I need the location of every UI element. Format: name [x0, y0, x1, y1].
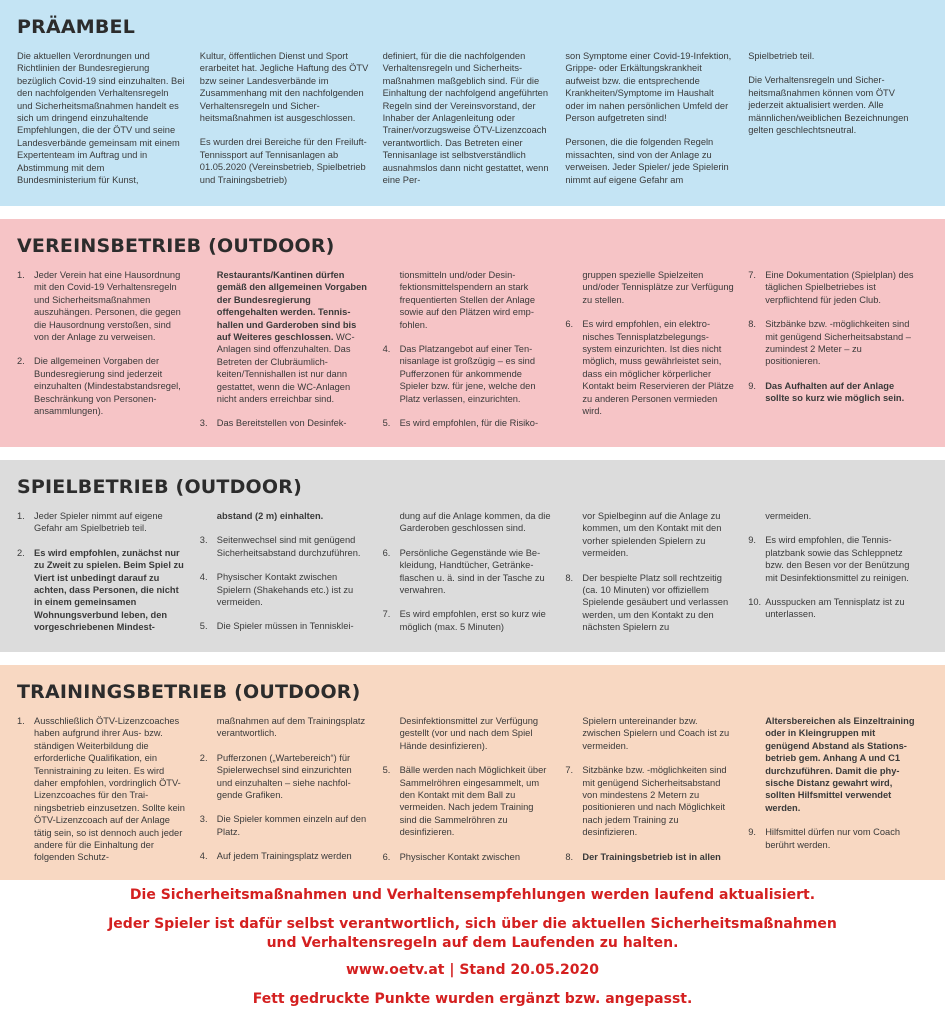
rule-item: [200, 534, 369, 559]
rule-text: Der bespielte Platz soll rechtzeitig (ca. 10 Minuten) vor offiziellem Spielende gesäubert und verlassen werden, um den Kontakt zu den nächsten Spielern zu: [582, 572, 729, 633]
rule-text: Ausspucken am Tennisplatz ist zu unterlassen.: [765, 597, 905, 620]
rule-text: Spielern untereinander bzw. zwischen Spielern und Coach ist zu vermeiden.: [582, 716, 730, 751]
rule-item: [200, 850, 369, 862]
rule-item: [383, 764, 552, 838]
text-column: [17, 715, 200, 876]
rule-item: [565, 269, 734, 306]
rule-text: vermeiden.: [765, 511, 812, 521]
rule-text: Hilfsmittel dürfen nur vom Coach berührt werden.: [765, 827, 901, 850]
text-column: [748, 715, 931, 876]
rule-item: [748, 269, 917, 306]
paragraph: son Symptome einer Covid-19-Infektion, Grippe- oder Erkältungskrankheit aufweist bzw. die entsprechende Krankheiten/Symptome im Haushalt oder im nahen persönlichen Umfeld der Person aufgetreten sind!: [565, 51, 732, 124]
text-column: [383, 715, 566, 876]
rule-number: 2.: [17, 547, 25, 558]
rule-number: 2.: [17, 356, 25, 367]
rule-item: [565, 851, 734, 863]
rule-text: Es wird empfohlen, ein elektronisches Tennisplatzbelegungssystem einzurichten. Ist dies nicht möglich, muss gewährleistet sein, dass ein möglicher körperlicher Kontakt beim Reservieren der Plätze zu anderen Personen vermieden wird.: [582, 319, 734, 417]
rule-number: 4.: [382, 344, 391, 355]
rule-text: WC-Anlagen sind offenzuhalten. Das Betreten der Clubräumlichkeiten/Tennishallen ist nur dann gestattet, wenn die WC-Anlagen nicht anders erreichbar sind.: [216, 332, 355, 405]
rule-text: Die allgemeinen Vorgaben der Bundesregierung sind jederzeit einzuhalten (Mindestabstandsregel, Beschränkung von Personenansammlungen).: [34, 356, 181, 417]
rule-list: [565, 510, 734, 634]
rule-bold-text: Restaurants/Kantinen dürfen gemäß den allgemeinen Vorgaben der Bundesregierung offengehalten werden. Tennishallen und Garderoben sind bis auf Weiteres geschlossen.: [216, 270, 367, 343]
footer-responsibility-notice: [0, 915, 945, 953]
rule-bold-text: Der Trainingsbetrieb ist in allen: [582, 851, 721, 862]
text-column: [17, 269, 200, 442]
text-column: [383, 269, 566, 442]
rule-item: [748, 380, 917, 405]
rule-text: Seitenwechsel sind mit genügend Sicherheitsabstand durchzuführen.: [216, 535, 361, 558]
rule-list: [200, 715, 369, 863]
rule-item: [17, 510, 186, 535]
text-column: [200, 715, 383, 876]
rule-item: [748, 826, 917, 851]
rule-number: 8.: [748, 319, 756, 330]
rule-item: [383, 547, 552, 597]
rule-list: [383, 269, 552, 429]
rule-number: 7.: [748, 270, 756, 280]
rule-text: Eine Dokumentation (Spielplan) des täglichen Spielbetriebes ist verpflichtend für jeden Club.: [765, 270, 914, 305]
rule-item: [383, 343, 552, 405]
rule-item: [200, 269, 369, 405]
rule-item: [200, 620, 369, 632]
rule-number: 3.: [199, 535, 208, 546]
rule-list: [748, 715, 917, 851]
paragraph: Es wurden drei Bereiche für den Freiluft-Tennissport auf Tennisanlagen ab 01.05.2020 (Vereinsbetrieb, Spielbetrieb und Trainingsbetrieb): [199, 137, 367, 185]
rule-number: 2.: [199, 752, 208, 763]
trainingsbetrieb-section: [0, 665, 945, 880]
rule-number: 4.: [199, 572, 208, 583]
paragraph: Spielbetrieb teil.: [748, 51, 815, 61]
rule-item: [383, 851, 552, 863]
paragraph: Die Verhaltensregeln und Sicherheitsmaßnahmen können vom ÖTV jederzeit aktualisiert werden. Alle männlichen/weiblichen Bezeichnungen gelten geschlechtsneutral.: [748, 75, 909, 136]
rule-text: dung auf die Anlage kommen, da die Garderoben geschlossen sind.: [399, 511, 551, 534]
spielbetrieb-heading: SPIELBETRIEB (OUTDOOR): [17, 476, 302, 498]
rule-number: 3.: [199, 814, 208, 825]
text-column: [748, 50, 931, 198]
rule-text: maßnahmen auf dem Trainingsplatz verantwortlich.: [216, 716, 366, 739]
rule-text: Es wird empfohlen, die Tennisplatzbank sowie das Schleppnetz bzw. den Besen vor der Benützung mit Desinfektionsmittel zu reinigen.: [765, 535, 910, 583]
rule-bold-text: abstand (2 m) einhalten.: [216, 511, 324, 521]
text-column: [383, 510, 566, 646]
rule-text: Es wird empfohlen, erst so kurz wie möglich (max. 5 Minuten): [399, 609, 546, 632]
rule-item: [17, 547, 186, 634]
rule-text: Persönliche Gegenstände wie Bekleidung, Handtücher, Getränkeflaschen u. ä. sind in der Tasche zu verwahren.: [399, 547, 545, 596]
rule-text: tionsmitteln und/oder Desinfektionsmittelspendern an stark frequentierten Stellen der Anlage sowie auf den Plätzen wird empfohlen.: [399, 270, 536, 330]
rule-number: 4.: [199, 851, 208, 862]
rule-list: [17, 510, 186, 634]
paragraph: definiert, für die die nachfolgenden Verhaltensregeln und Sicherheitsmaßnahmen maßgeblich sind. Für die Einhaltung der nachfolgend angeführten Regeln sind der Vereinsvorstand, der Inhaber der Anlagenleitung oder Trainer/vorzugsweise ÖTV-Lizenzcoach verantwortlich. Das Betreten einer Tennisanlage ist selbstverständlich ausnahmslos dann nicht gestattet, wenn eine Per-: [382, 51, 549, 186]
rule-list: [565, 269, 734, 417]
rule-text: gruppen spezielle Spielzeiten und/oder Tennisplätze zur Verfügung zu stellen.: [582, 270, 734, 305]
rule-text: Das Bereitstellen von Desinfek-: [216, 418, 347, 429]
rule-item: [200, 510, 369, 522]
rule-number: 9.: [748, 535, 756, 546]
rule-item: [383, 715, 552, 752]
rule-item: [200, 813, 369, 838]
rule-list: [17, 269, 186, 417]
rule-item: [565, 510, 734, 560]
rule-number: 7.: [565, 765, 574, 776]
text-column: [200, 269, 383, 442]
rule-number: 6.: [382, 547, 391, 558]
rule-list: [17, 715, 186, 864]
rule-text: Pufferzonen („Wartebereich“) für Spielerwechsel sind einzurichten und einzuhalten – siehe nachfolgende Grafiken.: [216, 752, 352, 801]
rule-item: [383, 417, 552, 429]
rule-list: [383, 715, 552, 863]
rule-item: [748, 534, 917, 584]
vereinsbetrieb-columns: [17, 269, 931, 442]
rule-text: Es wird empfohlen, für die Risiko-: [399, 418, 539, 429]
rule-item: [748, 318, 917, 368]
rule-item: [748, 510, 917, 522]
praeambel-columns: [17, 50, 931, 198]
text-column: [383, 50, 566, 198]
rule-text: Die Spieler müssen in Tennisklei-: [216, 621, 354, 632]
rule-number: 3.: [199, 418, 208, 429]
vereinsbetrieb-section: [0, 219, 945, 447]
rule-list: [200, 510, 369, 633]
rule-text: Sitzbänke bzw. -möglichkeiten sind mit genügend Sicherheitsabstand von mindestens 2 Metern zu positionieren und nach Möglichkeit nach jedem Training zu desinfizieren.: [582, 765, 727, 838]
rule-number: 1.: [17, 716, 25, 726]
rule-item: [383, 608, 552, 633]
footer-notice: [0, 886, 945, 1019]
rule-text: Ausschließlich ÖTV-Lizenzcoaches haben aufgrund ihrer Aus- bzw. ständigen Weiterbildung die erforderliche Qualifikation, ein Tennistraining zu leiten. Es wird daher empfohlen, vordringlich ÖTV-Lizenzcoaches für den Trainingsbetrieb einzusetzen. Sollte kein ÖTV-Lizenzcoach auf der Anlage tätig sein, so ist dennoch auch jeder andere für die Einhaltung der folgenden Schutz-: [34, 716, 185, 863]
spielbetrieb-columns: [17, 510, 931, 646]
rule-item: [565, 318, 734, 417]
praeambel-heading: PRÄAMBEL: [17, 16, 136, 38]
rule-list: [383, 510, 552, 633]
rule-item: [200, 417, 369, 429]
paragraph: Kultur, öffentlichen Dienst und Sport erarbeitet hat. Jegliche Haftung des ÖTV bzw seiner Landesverbände im Zusammenhang mit den nachfolgenden Verhaltensregeln und Sicherheitsmaßnahmen ist ausgeschlossen.: [199, 51, 369, 124]
rule-item: [200, 571, 369, 608]
rule-list: [565, 715, 734, 863]
rule-list: [200, 269, 369, 430]
rule-item: [17, 355, 186, 417]
rule-bold-text: Es wird empfohlen, zunächst nur zu Zweit zu spielen. Beim Spiel zu Viert ist unbedingt darauf zu achten, dass Personen, die nicht in einem gemeinsamen Wohnungsverbund leben, den vorgeschriebenen Mindest-: [34, 547, 184, 633]
rule-list: [748, 510, 917, 621]
rule-item: [17, 269, 186, 343]
rule-item: [748, 715, 917, 814]
rule-number: 5.: [382, 765, 391, 776]
paragraph: Personen, die die folgenden Regeln missachten, sind von der Anlage zu verweisen. Jeder Spieler/ jede Spielerin nimmt auf eigene Gefahr am: [565, 137, 729, 185]
text-column: [565, 50, 748, 198]
rule-item: [565, 715, 734, 752]
vereinsbetrieb-heading: VEREINSBETRIEB (OUTDOOR): [17, 235, 335, 257]
rule-item: [200, 752, 369, 802]
text-column: [17, 510, 200, 646]
rule-item: [17, 715, 186, 864]
rule-item: [383, 510, 552, 535]
rule-item: [565, 764, 734, 838]
rule-text: Jeder Spieler nimmt auf eigene Gefahr am Spielbetrieb teil.: [34, 511, 163, 534]
text-column: [200, 510, 383, 646]
footer-bold-points-note: Fett gedruckte Punkte wurden ergänzt bzw. angepasst.: [252, 991, 693, 1007]
rule-text: Bälle werden nach Möglichkeit über Sammelröhren eingesammelt, um den Kontakt mit dem Ball zu vermeiden. Nach jedem Training sind die Sammelröhren zu desinfizieren.: [399, 765, 547, 838]
rule-number: 7.: [382, 609, 391, 620]
rule-text: Jeder Verein hat eine Hausordnung mit den Covid-19 Verhaltensregeln und Sicherheitsmaßnahmen auszuhängen. Personen, die gegen die Hausordnung verstoßen, sind von der Anlage zu verweisen.: [34, 270, 181, 343]
rule-number: 8.: [565, 851, 574, 862]
rule-number: 9.: [748, 380, 756, 391]
praeambel-section: [0, 0, 945, 206]
footer-website-and-date: www.oetv.at | Stand 20.05.2020: [346, 962, 599, 978]
footer-responsibility-line-1: Jeder Spieler ist dafür selbst verantwortlich, sich über die aktuellen Sicherheitsmaßnahmen: [108, 916, 837, 932]
rule-number: 10.: [748, 597, 762, 608]
footer-update-notice: Die Sicherheitsmaßnahmen und Verhaltensempfehlungen werden laufend aktualisiert.: [129, 887, 816, 903]
rule-text: Desinfektionsmittel zur Verfügung gestellt (vor und nach dem Spiel Hände desinfizieren).: [399, 716, 539, 751]
rule-item: [748, 596, 917, 621]
rule-number: 1.: [17, 270, 25, 280]
rule-list: [748, 269, 917, 405]
rule-text: Physischer Kontakt zwischen: [399, 851, 520, 862]
rule-number: 5.: [199, 621, 208, 632]
text-column: [565, 269, 748, 442]
rule-text: Auf jedem Trainingsplatz werden: [216, 851, 352, 862]
paragraph: Die aktuellen Verordnungen und Richtlinien der Bundesregierung bezüglich Covid-19 sind einzuhalten. Bei den nachfolgenden Verhaltensregeln und Sicherheitsmaßnahmen handelt es sich um dringend einzuhaltende Empfehlungen, die der ÖTV und seine Landesverbände gemeinsam mit einem Expertenteam im Auftrag und in Abstimmung mit dem Bundesministerium für Kunst,: [17, 51, 185, 186]
text-column: [565, 715, 748, 876]
rule-number: 5.: [382, 418, 391, 429]
rule-number: 6.: [565, 319, 574, 330]
rule-item: [565, 572, 734, 634]
text-column: [565, 510, 748, 646]
rule-text: Physischer Kontakt zwischen Spielern (Shakehands etc.) ist zu vermeiden.: [216, 572, 354, 608]
spielbetrieb-section: [0, 460, 945, 652]
rule-text: Die Spieler kommen einzeln auf den Platz.: [216, 814, 367, 837]
rule-number: 8.: [565, 572, 574, 583]
text-column: [748, 510, 931, 646]
rule-item: [383, 269, 552, 331]
trainingsbetrieb-heading: TRAININGSBETRIEB (OUTDOOR): [17, 681, 361, 703]
rule-text: Das Platzangebot auf einer Tennisanlage ist großzügig – es sind Pufferzonen für ankommende Spieler bzw. für jene, welche den Platz verlassen, einzurichten.: [399, 344, 536, 404]
text-column: [200, 50, 383, 198]
footer-responsibility-line-2: und Verhaltensregeln auf dem Laufenden zu halten.: [266, 935, 679, 951]
rule-bold-text: Altersbereichen als Einzeltraining oder in Kleingruppen mit genügend Abstand als Stationsbetrieb gem. Anhang A und C1 durchzuführen. Damit die physische Distanz gewahrt wird, sollten Hilfsmittel verwendet werden.: [765, 716, 915, 813]
rule-bold-text: Das Aufhalten auf der Anlage sollte so kurz wie möglich sein.: [765, 380, 905, 404]
rule-number: 1.: [17, 511, 25, 521]
rule-text: vor Spielbeginn auf die Anlage zu kommen, um den Kontakt mit den vorher spielenden Spielern zu vermeiden.: [582, 511, 722, 559]
rule-text: Sitzbänke bzw. -möglichkeiten sind mit genügend Sicherheitsabstand – zumindest 2 Meter – zu positionieren.: [765, 319, 911, 367]
rule-number: 9.: [748, 827, 756, 838]
text-column: [17, 50, 200, 198]
trainingsbetrieb-columns: [17, 715, 931, 876]
rule-number: 6.: [382, 851, 391, 862]
rule-item: [200, 715, 369, 740]
text-column: [748, 269, 931, 442]
